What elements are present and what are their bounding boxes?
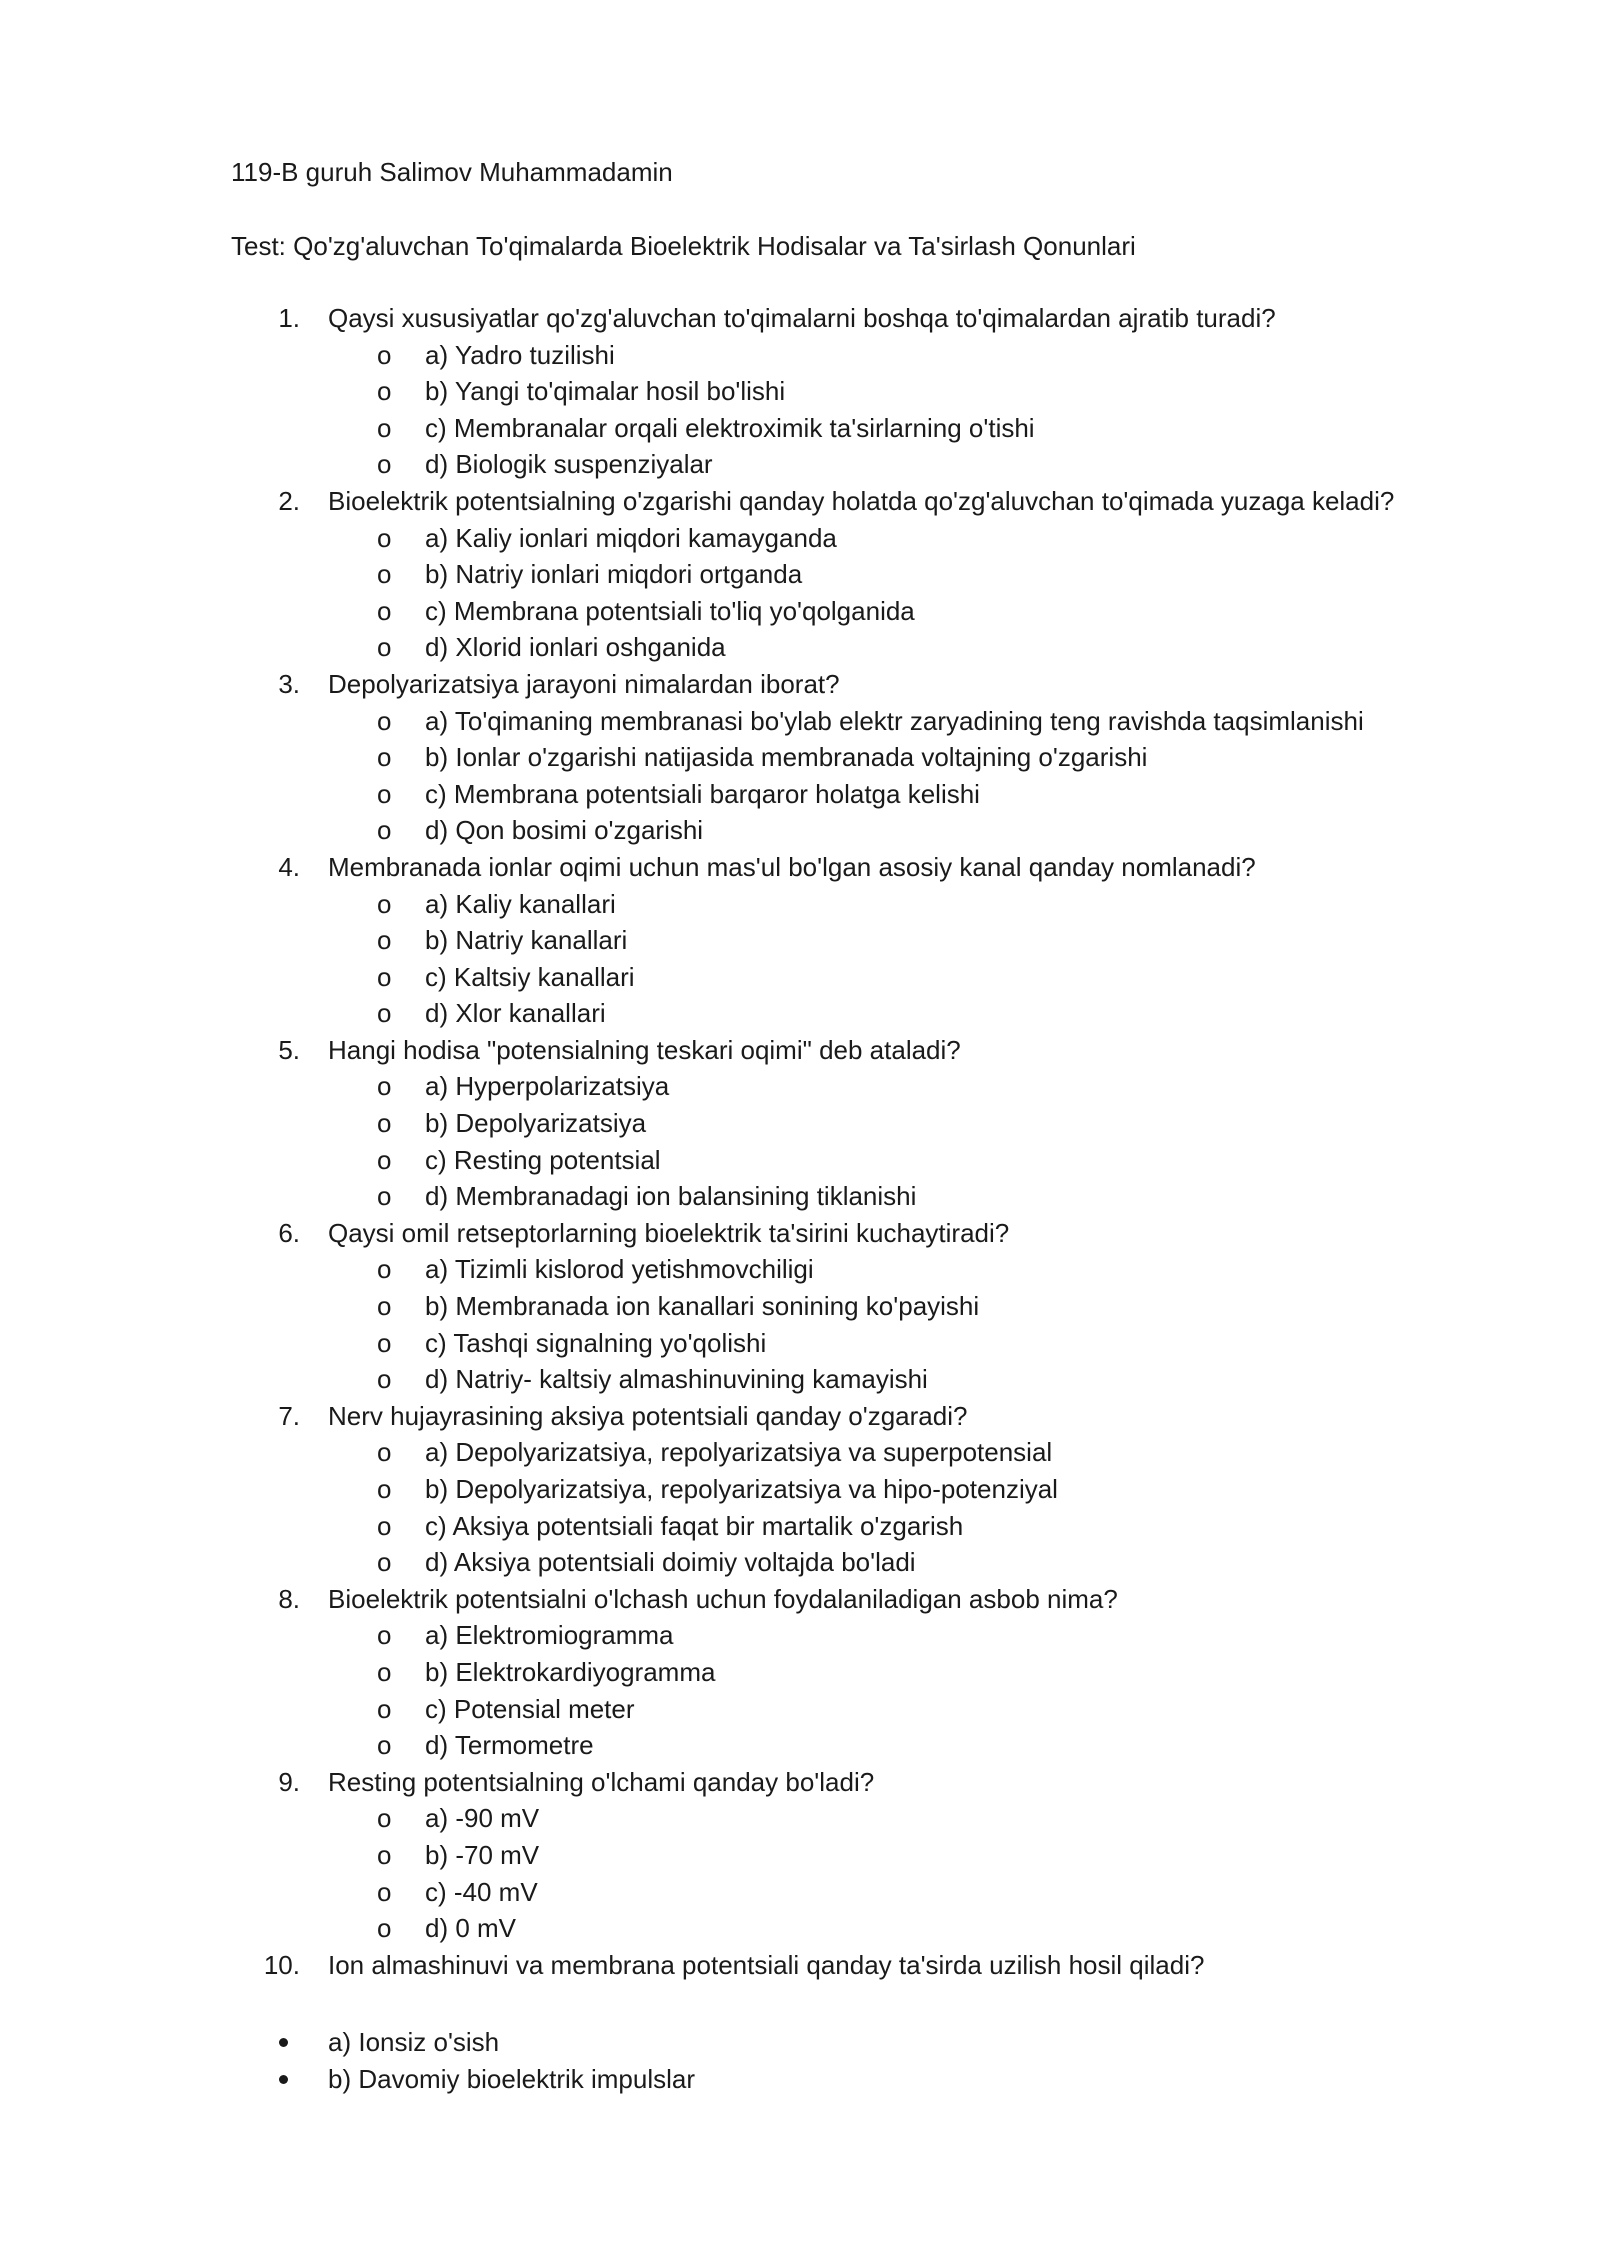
answer-option: [0, 1178, 1600, 1215]
option-text: d) Membranadagi ion balansining tiklanishi: [425, 1181, 917, 1212]
option-bullet-icon: o: [377, 522, 392, 553]
question-number: 5.: [278, 1034, 300, 1065]
option-bullet-icon: o: [377, 1181, 392, 1212]
question-number: 7.: [278, 1400, 300, 1431]
option-text: a) Depolyarizatsiya, repolyarizatsiya va superpotensial: [425, 1437, 1053, 1468]
question-5: [0, 1032, 1600, 1069]
answer-option: [0, 1142, 1600, 1179]
answer-option: [0, 739, 1600, 776]
question-number: 9.: [278, 1766, 300, 1797]
option-text: c) Membrana potentsiali barqaror holatga kelishi: [425, 778, 980, 809]
option-bullet-icon: o: [377, 1437, 392, 1468]
answer-option: [0, 1361, 1600, 1398]
question-text: Hangi hodisa "potensialning teskari oqimi" deb ataladi?: [328, 1034, 961, 1065]
option-text: a) -90 mV: [425, 1803, 540, 1834]
option-bullet-icon: o: [377, 815, 392, 846]
option-text: d) Termometre: [425, 1730, 594, 1761]
question-10: [0, 1947, 1600, 1984]
question-text: Qaysi xususiyatlar qo'zg'aluvchan to'qimalarni boshqa to'qimalardan ajratib turadi?: [328, 303, 1276, 333]
option-bullet-icon: o: [377, 1291, 392, 1322]
option-text: b) Natriy kanallari: [425, 925, 628, 956]
bullet-dot-icon: [279, 2075, 288, 2084]
question-number: 3.: [278, 668, 300, 699]
option-bullet-icon: o: [377, 1474, 392, 1504]
option-text: b) Depolyarizatsiya: [425, 1108, 647, 1139]
question-list: [0, 300, 1600, 1983]
option-text: c) Membrana potentsiali to'liq yo'qolganida: [425, 595, 915, 626]
option-text: b) Ionlar o'zgarishi natijasida membranada voltajning o'zgarishi: [425, 742, 1148, 773]
option-text: b) -70 mV: [425, 1839, 540, 1870]
option-text: a) Kaliy kanallari: [425, 888, 616, 919]
option-bullet-icon: o: [377, 742, 392, 773]
answer-option: [0, 446, 1600, 483]
option-text: d) Xlor kanallari: [425, 998, 606, 1029]
option-text: b) Yangi to'qimalar hosil bo'lishi: [425, 376, 786, 407]
option-text: d) Aksiya potentsiali doimiy voltajda bo'ladi: [425, 1547, 916, 1578]
answer-option: [0, 703, 1600, 740]
question-text: Bioelektrik potentsialni o'lchash uchun foydalaniladigan asbob nima?: [328, 1583, 1118, 1614]
question-number: 6.: [278, 1217, 300, 1248]
option-bullet-icon: o: [377, 376, 392, 407]
option-bullet-icon: o: [377, 925, 392, 956]
question-text: Resting potentsialning o'lchami qanday bo'ladi?: [328, 1766, 875, 1797]
option-text: c) Kaltsiy kanallari: [425, 961, 635, 992]
question-8: [0, 1581, 1600, 1618]
answer-option: [0, 1837, 1600, 1874]
option-bullet-icon: o: [377, 1510, 392, 1541]
answer-option: [0, 1800, 1600, 1837]
option-bullet-icon: o: [377, 339, 392, 370]
answer-option: [0, 1617, 1600, 1654]
answer-option: [0, 1654, 1600, 1691]
option-bullet-icon: o: [377, 1327, 392, 1358]
option-text: a) Kaliy ionlari miqdori kamayganda: [425, 522, 837, 553]
bullet-list: [0, 2024, 1600, 2097]
option-text: a) Tizimli kislorod yetishmovchiligi: [425, 1254, 814, 1285]
question-text: Qaysi omil retseptorlarning bioelektrik ta'sirini kuchaytiradi?: [328, 1217, 1010, 1248]
author-line: 119-B guruh Salimov Muhammadamin: [231, 157, 673, 187]
option-bullet-icon: o: [377, 705, 392, 736]
option-bullet-icon: o: [377, 778, 392, 809]
option-bullet-icon: o: [377, 1656, 392, 1687]
option-bullet-icon: o: [377, 1803, 392, 1834]
bullet-item: [0, 2024, 1600, 2061]
option-text: d) 0 mV: [425, 1913, 517, 1944]
question-number: 8.: [278, 1583, 300, 1614]
question-text: Nerv hujayrasining aksiya potentsiali qanday o'zgaradi?: [328, 1400, 968, 1431]
option-text: b) Elektrokardiyogramma: [425, 1656, 716, 1687]
answer-option: [0, 593, 1600, 630]
answer-option: [0, 1288, 1600, 1325]
answer-option: [0, 1874, 1600, 1911]
option-bullet-icon: o: [377, 1913, 392, 1944]
option-text: a) To'qimaning membranasi bo'ylab elektr zaryadining teng ravishda taqsimlanishi: [425, 705, 1364, 736]
option-bullet-icon: o: [377, 888, 392, 919]
question-4: [0, 849, 1600, 886]
answer-option: [0, 1105, 1600, 1142]
answer-option: [0, 812, 1600, 849]
option-text: c) Resting potentsial: [425, 1144, 661, 1175]
option-bullet-icon: o: [377, 1620, 392, 1651]
answer-option: [0, 1508, 1600, 1545]
question-9: [0, 1764, 1600, 1801]
answer-option: [0, 520, 1600, 557]
question-text: Ion almashinuvi va membrana potentsiali qanday ta'sirda uzilish hosil qiladi?: [328, 1949, 1205, 1980]
option-bullet-icon: o: [377, 632, 392, 663]
option-text: d) Natriy- kaltsiy almashinuvining kamayishi: [425, 1364, 928, 1395]
option-bullet-icon: o: [377, 1144, 392, 1175]
option-text: b) Membranada ion kanallari sonining ko'payishi: [425, 1291, 980, 1322]
option-text: c) Potensial meter: [425, 1693, 635, 1724]
question-text: Bioelektrik potentsialning o'zgarishi qanday holatda qo'zg'aluvchan to'qimada yuzaga keladi?: [328, 485, 1395, 516]
option-text: d) Xlorid ionlari oshganida: [425, 632, 726, 663]
question-2: [0, 483, 1600, 520]
answer-option: [0, 337, 1600, 374]
question-text: Membranada ionlar oqimi uchun mas'ul bo'lgan asosiy kanal qanday nomlanadi?: [328, 851, 1256, 882]
bullet-text: b) Davomiy bioelektrik impulslar: [328, 2063, 695, 2094]
option-text: d) Biologik suspenziyalar: [425, 449, 713, 480]
question-7: [0, 1398, 1600, 1435]
option-bullet-icon: o: [377, 1730, 392, 1761]
option-text: a) Elektromiogramma: [425, 1620, 674, 1651]
answer-option: [0, 959, 1600, 996]
question-number: 1.: [278, 303, 300, 333]
answer-option: [0, 410, 1600, 447]
answer-option: [0, 776, 1600, 813]
option-text: b) Natriy ionlari miqdori ortganda: [425, 559, 803, 590]
answer-option: [0, 1544, 1600, 1581]
option-bullet-icon: o: [377, 412, 392, 443]
question-text: Depolyarizatsiya jarayoni nimalardan iborat?: [328, 668, 840, 699]
option-text: a) Hyperpolarizatsiya: [425, 1071, 670, 1102]
question-number: 4.: [278, 851, 300, 882]
test-title: Test: Qo'zg'aluvchan To'qimalarda Bioelektrik Hodisalar va Ta'sirlash Qonunlari: [231, 231, 1136, 261]
answer-option: [0, 1251, 1600, 1288]
option-text: d) Qon bosimi o'zgarishi: [425, 815, 704, 846]
bullet-text: a) Ionsiz o'sish: [328, 2027, 500, 2057]
option-text: a) Yadro tuzilishi: [425, 339, 615, 370]
option-bullet-icon: o: [377, 1693, 392, 1724]
answer-option: [0, 995, 1600, 1032]
option-bullet-icon: o: [377, 1108, 392, 1139]
option-bullet-icon: o: [377, 1876, 392, 1907]
answer-option: [0, 1691, 1600, 1728]
question-number: 2.: [278, 485, 300, 516]
answer-option: [0, 1325, 1600, 1362]
option-bullet-icon: o: [377, 1839, 392, 1870]
answer-option: [0, 629, 1600, 666]
answer-option: [0, 373, 1600, 410]
answer-option: [0, 1471, 1600, 1508]
question-6: [0, 1215, 1600, 1252]
question-number: 10.: [263, 1949, 300, 1980]
option-text: c) Membranalar orqali elektroximik ta'sirlarning o'tishi: [425, 412, 1035, 443]
answer-option: [0, 886, 1600, 923]
option-bullet-icon: o: [377, 1547, 392, 1578]
option-text: c) Tashqi signalning yo'qolishi: [425, 1327, 767, 1358]
option-bullet-icon: o: [377, 595, 392, 626]
option-bullet-icon: o: [377, 559, 392, 590]
question-3: [0, 666, 1600, 703]
option-bullet-icon: o: [377, 1254, 392, 1285]
bullet-dot-icon: [279, 2038, 288, 2047]
answer-option: [0, 1434, 1600, 1471]
option-bullet-icon: o: [377, 1071, 392, 1102]
option-bullet-icon: o: [377, 449, 392, 480]
bullet-item: [0, 2061, 1600, 2098]
option-bullet-icon: o: [377, 998, 392, 1029]
option-bullet-icon: o: [377, 961, 392, 992]
answer-option: [0, 1910, 1600, 1947]
answer-option: [0, 922, 1600, 959]
option-bullet-icon: o: [377, 1364, 392, 1395]
answer-option: [0, 1727, 1600, 1764]
answer-option: [0, 1068, 1600, 1105]
question-1: [0, 300, 1600, 337]
option-text: c) -40 mV: [425, 1876, 538, 1907]
answer-option: [0, 556, 1600, 593]
option-text: c) Aksiya potentsiali faqat bir martalik o'zgarish: [425, 1510, 964, 1541]
option-text: b) Depolyarizatsiya, repolyarizatsiya va hipo-potenziyal: [425, 1474, 1058, 1504]
